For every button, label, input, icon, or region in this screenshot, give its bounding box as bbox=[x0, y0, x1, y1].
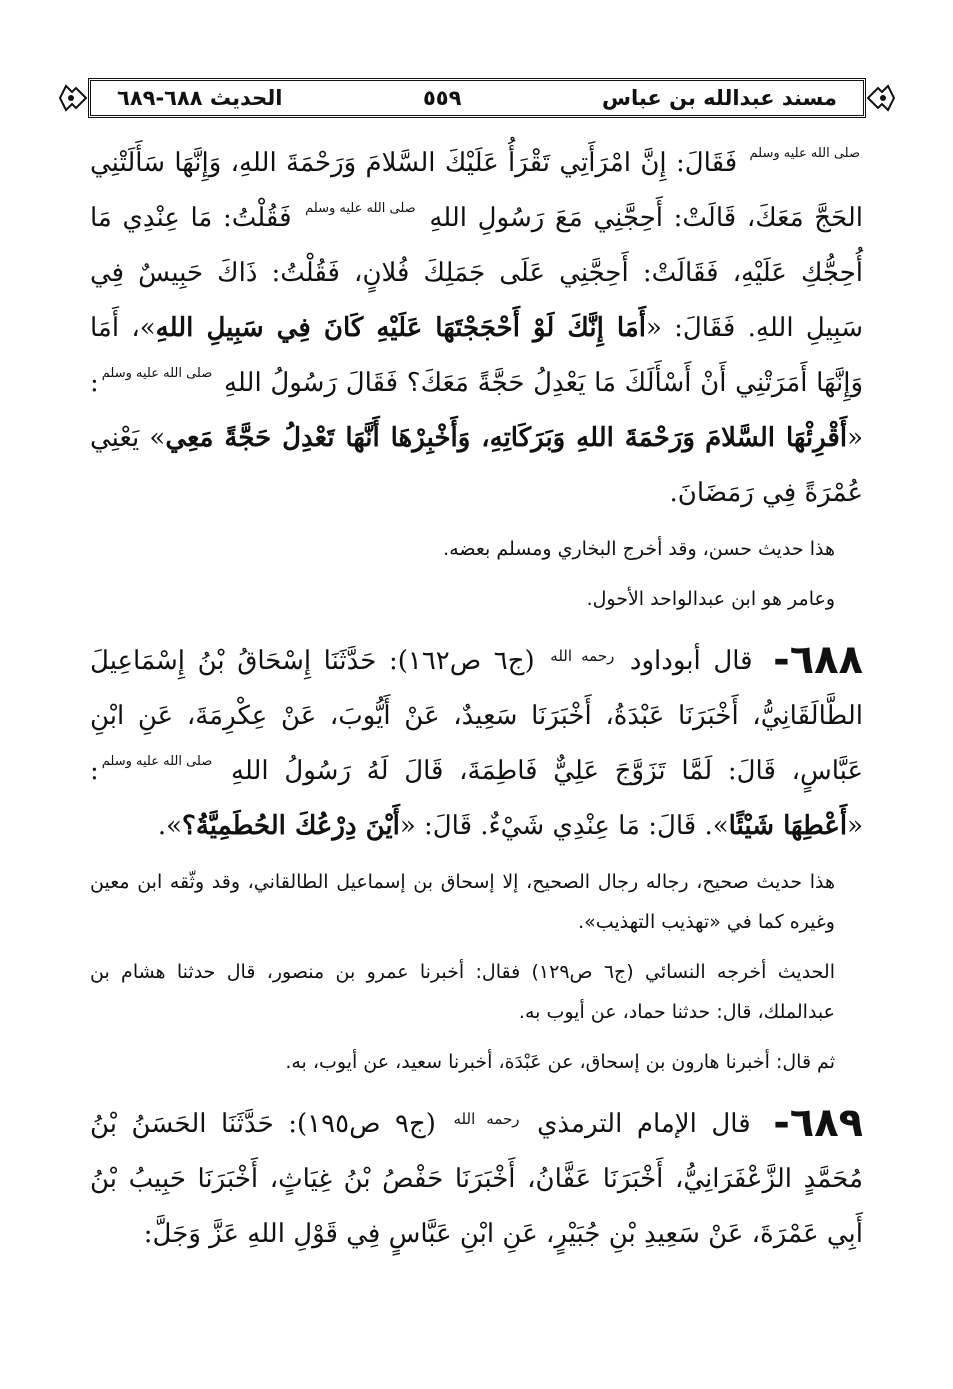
hadith-688 bbox=[90, 629, 863, 854]
grade-suffix: ، رجاله رجال الصحيح، إلا إسحاق بن إسماعيل الطالقاني، وقد وثّقه ابن معين وغيره كما في «تهذيب التهذيب». bbox=[90, 871, 835, 933]
header-box bbox=[88, 78, 866, 118]
prophet-quote: وَرَحْمَةَ اللهِ وَبَرَكَاتِهِ، وَأَخْبِرْهَا أَنَّهَا تَعْدِلُ حَجَّةً مَعِي bbox=[165, 423, 695, 453]
rahimahu-honorific: رحمه الله bbox=[453, 1110, 520, 1128]
takhrij-note: الحديث أخرجه النسائي (ج٦ ص١٢٩) فقال: أخبرنا عمرو بن منصور، قال حدثنا هشام بن عبدالملك، قال: حدثنا حماد، عن أيوب به. bbox=[90, 961, 836, 1023]
page-number: ٥٥٩ bbox=[422, 86, 462, 110]
grade-word: صحيح bbox=[702, 871, 749, 893]
grade-suffix: ، وقد أخرج البخاري ومسلم بعضه. bbox=[443, 538, 709, 560]
salla-honorific: صلى الله عليه وسلم bbox=[305, 201, 416, 216]
grade-prefix: هذا حديث bbox=[756, 871, 835, 893]
prev-hadith-line-5b: : « bbox=[90, 368, 864, 453]
hadith-intro: قال أبوداود bbox=[629, 646, 753, 676]
hadith-ref: (ج٩ ص١٩٥): حَدَّثَنَا الحَسَنُ بْنُ bbox=[90, 1109, 436, 1139]
hadith-intro: قال الإمام الترمذي bbox=[537, 1109, 751, 1139]
prev-hadith-line-1: فَقَالَ: إِنَّ امْرَأَتِي تَقْرَأُ عَلَيْكَ السَّلامَ وَرَحْمَةَ اللهِ، وَإِنَّهَا سَأَلَتْنِي الحَجَّ bbox=[90, 148, 864, 233]
prev-hadith-line-2b: فَقُلْتُ: مَا عِنْدِي مَا أُحِجُّكِ bbox=[90, 203, 864, 288]
prophet-quote: أَمَا إِنَّكَ لَوْ أَحْجَجْتَهَا عَلَيْهِ كَانَ فِي سَبِيلِ اللهِ bbox=[155, 313, 646, 343]
prev-hadith-line-5a: أَنْ أَسْأَلَكَ مَا يَعْدِلُ حَجَّةً مَعَكَ؟ فَقَالَ رَسُولُ اللهِ bbox=[223, 368, 727, 398]
prev-hadith-line-4c: »، أَمَا وَإِنَّهَا أَمَرَتْنِي bbox=[90, 313, 864, 398]
header-ornament-left-icon bbox=[58, 82, 88, 114]
narrator-note: وعامر هو ابن عبدالواحد الأحول. bbox=[586, 588, 835, 610]
page-content bbox=[90, 136, 863, 1262]
header-ornament-right-icon bbox=[866, 82, 896, 114]
prev-hadith-line-2a: مَعَكَ، قَالَتْ: أَحِجَّنِي مَعَ رَسُولِ اللهِ bbox=[429, 203, 804, 233]
prophet-quote: أَقْرِئْهَا السَّلامَ bbox=[705, 423, 848, 453]
prophet-quote: أَعْطِهَا شَيْئًا bbox=[728, 811, 848, 841]
prev-hadith-line-3: عَلَيْهِ، فَقَالَتْ: أَحِجَّنِي عَلَى جَمَلِكَ فُلانٍ، فَقُلْتُ: ذَاكَ حَبِيسٌ فِي سَبِيلِ اللهِ. bbox=[90, 258, 864, 343]
hadith-line-4a: « bbox=[847, 811, 863, 841]
hadith-line-2: مُحَمَّدٍ الزَّعْفَرَانِيُّ، أَخْبَرَنَا عَفَّانُ، أَخْبَرَنَا حَفْصُ بْنُ غِيَاثٍ، أَخْبَرَنَا حَبِيبُ بْنُ bbox=[90, 1164, 863, 1194]
hadith-line-2: إِسْمَاعِيلَ الطَّالَقَانِيُّ، أَخْبَرَنَا عَبْدَةُ، أَخْبَرَنَا سَعِيدٌ، عَنْ أَيُّوبَ، عَنْ عِكْرِمَةَ، bbox=[90, 646, 863, 731]
hadith-689 bbox=[90, 1092, 863, 1262]
hadith-number: ٦٨٨- bbox=[773, 637, 864, 683]
grade-word: حسن bbox=[708, 538, 752, 560]
hadith-line-3b: : bbox=[90, 756, 99, 786]
hadith-line-4c: ». قَالَ: مَا عِنْدِي شَيْءٌ. قَالَ: « bbox=[399, 811, 729, 841]
hadith-line-3a: عَنِ ابْنِ عَبَّاسٍ، قَالَ: لَمَّا تَزَوَّجَ عَلِيٌّ فَاطِمَةَ، قَالَ لَهُ رَسُولُ اللهِ bbox=[90, 701, 863, 786]
prev-hadith-text bbox=[90, 136, 863, 521]
book-title: مسند عبدالله بن عباس bbox=[601, 86, 837, 110]
salla-honorific: صلى الله عليه وسلم bbox=[749, 146, 861, 161]
prev-hadith-line-6b: » يَعْنِي عُمْرَةً فِي رَمَضَانَ. bbox=[90, 423, 863, 508]
hadith-number: ٦٨٩- bbox=[773, 1100, 864, 1146]
hadith-line-3: أَبِي عَمْرَةَ، عَنْ سَعِيدِ بْنِ جُبَيْرٍ، عَنِ ابْنِ عَبَّاسٍ فِي قَوْلِ اللهِ عَزَّ وَجَلَّ: bbox=[143, 1219, 863, 1249]
grade-prefix: هذا حديث bbox=[758, 538, 835, 560]
hadith-ref: (ج٦ ص١٦٢): حَدَّثَنَا إِسْحَاقُ بْنُ bbox=[197, 646, 535, 676]
hadith-line-4e: ». bbox=[157, 811, 183, 841]
grading-note-1 bbox=[90, 529, 863, 569]
rahimahu-honorific: رحمه الله bbox=[550, 647, 615, 665]
salla-honorific: صلى الله عليه وسلم bbox=[101, 754, 213, 769]
grading-note-2 bbox=[90, 862, 863, 942]
hadith-range: الحديث ٦٨٨-٦٨٩ bbox=[117, 86, 283, 110]
prev-hadith-line-4a: فَقَالَ: « bbox=[645, 313, 736, 343]
prophet-quote: أَيْنَ دِرْعُكَ الحُطَمِيَّةُ؟ bbox=[182, 811, 400, 841]
salla-honorific: صلى الله عليه وسلم bbox=[101, 366, 213, 381]
page-header bbox=[58, 74, 896, 122]
takhrij-note-2: ثم قال: أخبرنا هارون بن إسحاق، عن عَبْدَة، أخبرنا سعيد، عن أيوب، به. bbox=[285, 1051, 835, 1073]
